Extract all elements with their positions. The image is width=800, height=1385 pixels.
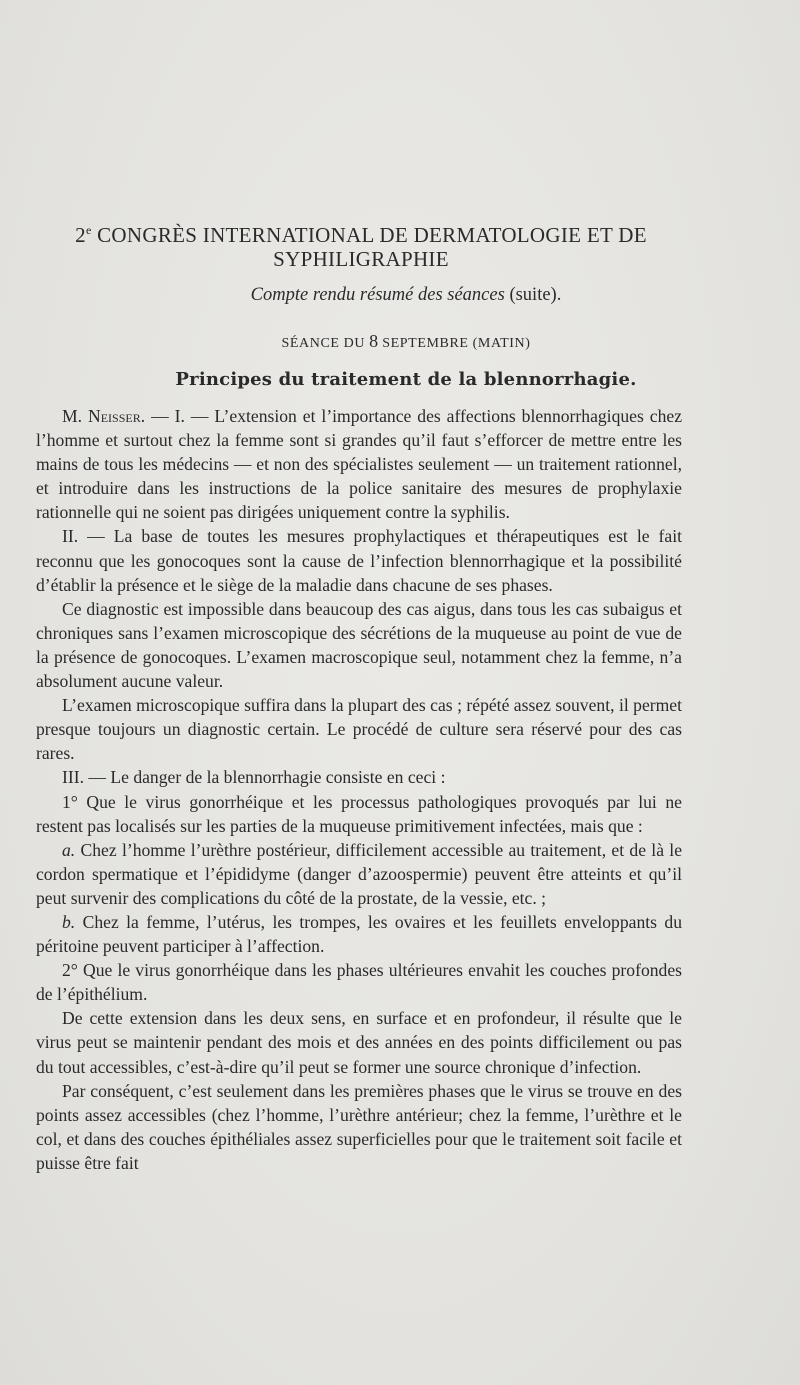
paragraph: III. — Le danger de la blennorrhagie consiste en ceci : <box>62 767 446 788</box>
title-line-1: CONGRÈS INTERNATIONAL DE DERMATOLOGIE ET DE <box>91 223 647 247</box>
paragraph-text: — I. — L’extension et l’importance des affections blennorrhagiques chez l’homme et surtout chez la femme sont si grandes qu’il faut s’efforcer de mettre entre les mains de tous les médecins — et non des spécialistes seulement — un traitement rationnel, et introduire dans les instructions de la police sanitaire des mesures de prophylaxie rationnelle qui ne soient pas dirigées uniquement contre la syphilis. <box>36 406 682 523</box>
list-label-b: b. <box>62 911 76 932</box>
session-pre: SÉANCE DU <box>281 336 370 351</box>
subtitle-italic: Compte rendu résumé des séances <box>250 285 505 305</box>
session-day: 8 <box>369 331 379 351</box>
paragraph: 1° Que le virus gonorrhéique et les processus pathologiques provoqués par lui ne restent pas localisés sur les parties de la muqueuse primitivement infectées, mais que : <box>36 791 682 836</box>
subtitle <box>36 285 776 306</box>
paragraph: II. — La base de toutes les mesures prophylactiques et thérapeutiques est le fait reconnu que les gonocoques sont la cause de l’infection blennorrhagique et la possibilité d’établir la présence et le siège de la maladie dans chacune de ses phases. <box>36 526 682 595</box>
paragraph: 2° Que le virus gonorrhéique dans les phases ultérieures envahit les couches profondes de l’épithélium. <box>36 960 682 1005</box>
paragraph: L’examen microscopique suffira dans la plupart des cas ; répété assez souvent, il permet presque toujours un diagnostic certain. Le procédé de culture sera réservé pour des cas rares. <box>36 695 682 764</box>
speaker-name: M. Neisser. <box>62 406 146 426</box>
title-line-2: SYPHILIGRAPHIE <box>273 247 449 271</box>
paragraph <box>36 838 682 910</box>
session-post: SEPTEMBRE (MATIN) <box>378 336 531 351</box>
subtitle-suffix: (suite). <box>504 285 562 305</box>
congress-title <box>36 218 686 271</box>
paragraph: Ce diagnostic est impossible dans beaucoup des cas aigus, dans tous les cas subaigus et chroniques sans l’examen microscopique des sécrétions de la muqueuse au point de vue de la présence de gonocoques. L’examen macroscopique seul, notamment chez la femme, n’a absolument aucune valeur. <box>36 598 682 692</box>
paragraph-text: Chez la femme, l’utérus, les trompes, les ovaires et les feuillets enveloppants du péritoine peuvent participer à l’affection. <box>36 911 682 957</box>
title-ordinal-suffix: e <box>85 223 92 237</box>
paragraph <box>36 404 682 524</box>
section-heading: Principes du traitement de la blennorrhagie. <box>175 369 637 390</box>
session-line <box>36 331 776 352</box>
paragraph <box>36 910 682 958</box>
paragraph: Par conséquent, c’est seulement dans les premières phases que le virus se trouve en des points assez accessibles (chez l’homme, l’urèthre antérieur; chez la femme, l’urèthre et le col, et dans des couches épithéliales assez superficielles pour que le traitement soit facile et puisse être fait <box>36 1080 682 1173</box>
paragraph: De cette extension dans les deux sens, en surface et en profondeur, il résulte que le virus peut se maintenir pendant des mois et des années en des points difficilement ou pas du tout accessibles, c’est-à-dire qu’il peut se former une source chronique d’infection. <box>36 1008 682 1077</box>
list-label-a: a. <box>62 839 76 860</box>
title-ordinal: 2 <box>75 223 86 247</box>
body-text <box>36 404 682 1175</box>
paragraph-text: Chez l’homme l’urèthre postérieur, difficilement accessible au traitement, et de là le cordon spermatique et l’épididyme (danger d’azoospermie) peuvent être atteints et qu’il peut survenir des complications du côté de la prostate, de la vessie, etc. ; <box>36 839 682 908</box>
